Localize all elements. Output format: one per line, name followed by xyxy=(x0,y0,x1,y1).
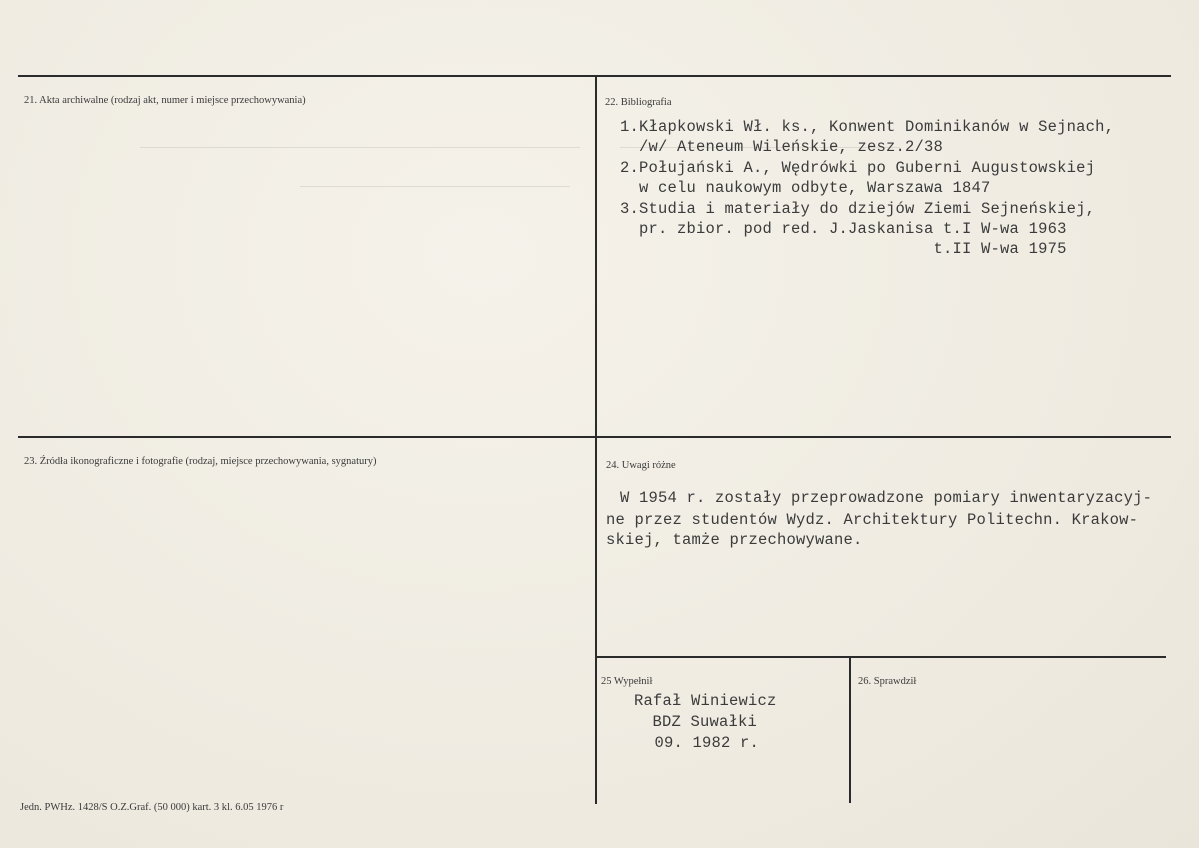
filled-by-line: 09. 1982 r. xyxy=(645,734,760,752)
signature-border-line xyxy=(596,656,1166,658)
section-25-label: 25 Wypełnił xyxy=(601,676,653,687)
section-23-label: 23. Źródła ikonograficzne i fotografie (rodzaj, miejsce przechowywania, sygnatury) xyxy=(24,456,377,467)
filled-by-line: Rafał Winiewicz xyxy=(634,692,777,710)
remarks-line: skiej, tamże przechowywane. xyxy=(606,531,863,549)
filled-by-line: BDZ Suwałki xyxy=(643,713,758,731)
bibliography-line: t.II W-wa 1975 xyxy=(620,240,1067,258)
section-22-label: 22. Bibliografia xyxy=(605,97,672,108)
center-divider-line xyxy=(595,76,597,804)
bibliography-line: pr. zbior. pod red. J.Jaskanisa t.I W-wa 1963 xyxy=(620,220,1067,238)
section-21-label: 21. Akta archiwalne (rodzaj akt, numer i miejsce przechowywania) xyxy=(24,95,306,106)
print-footer: Jedn. PWHz. 1428/S O.Z.Graf. (50 000) kart. 3 kl. 6.05 1976 r xyxy=(20,802,284,813)
bibliography-line: 3.Studia i materiały do dziejów Ziemi Sejneńskiej, xyxy=(620,200,1096,218)
signature-divider-line xyxy=(849,657,851,803)
remarks-line: W 1954 r. zostały przeprowadzone pomiary inwentaryzacyj- xyxy=(620,489,1153,507)
show-through-mark xyxy=(140,147,580,148)
bibliography-line: w celu naukowym odbyte, Warszawa 1847 xyxy=(620,179,991,197)
bibliography-line: /w/ Ateneum Wileńskie, zesz.2/38 xyxy=(620,138,944,156)
show-through-mark xyxy=(300,186,570,187)
section-26-label: 26. Sprawdził xyxy=(858,676,917,687)
middle-border-line xyxy=(18,436,1171,438)
bibliography-line: 1.Kłapkowski Wł. ks., Konwent Dominikanów w Sejnach, xyxy=(620,118,1115,136)
section-24-label: 24. Uwagi różne xyxy=(606,460,676,471)
remarks-line: ne przez studentów Wydz. Architektury Politechn. Krakow- xyxy=(606,511,1139,529)
bibliography-line: 2.Połujański A., Wędrówki po Guberni Augustowskiej xyxy=(620,159,1096,177)
